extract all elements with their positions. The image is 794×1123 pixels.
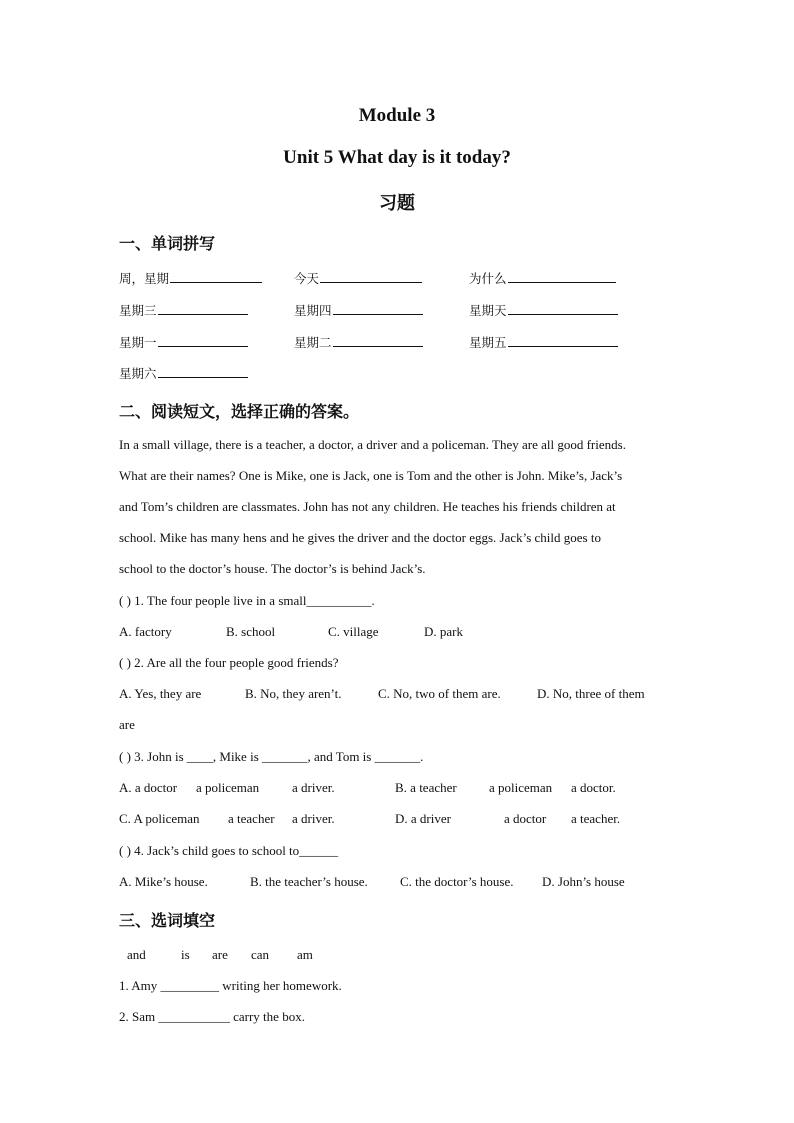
exercise-subtitle: 习题	[379, 193, 415, 214]
section3-heading: 三、选词填空	[119, 911, 216, 930]
vocab-item	[294, 301, 423, 319]
fill-item-1: 1. Amy _________ writing her homework.	[119, 978, 342, 993]
section2-heading: 二、阅读短文，选择正确的答案。	[119, 402, 360, 421]
vocab-item	[119, 364, 248, 382]
vocab-label: 为什么	[469, 271, 507, 286]
vocab-item	[119, 269, 262, 287]
answer-blank[interactable]	[333, 302, 423, 315]
vocab-item	[469, 269, 616, 287]
q1-option-b[interactable]: B. school	[226, 624, 276, 639]
answer-blank[interactable]	[320, 270, 422, 283]
q3-option-d-part: a doctor	[504, 811, 547, 826]
q3-option-a-part: a policeman	[196, 780, 260, 795]
q2-option-d-wrap: are	[119, 717, 135, 732]
q1-option-d[interactable]: D. park	[424, 624, 463, 639]
q4-option-d[interactable]: D. John’s house	[542, 874, 625, 889]
word-bank-item: can	[251, 947, 270, 962]
vocab-item	[119, 301, 248, 319]
module-title: Module 3	[358, 105, 436, 126]
answer-blank[interactable]	[158, 334, 248, 347]
vocab-label: 星期天	[469, 303, 507, 318]
vocab-label: 星期六	[119, 366, 157, 381]
passage-line: school to the doctor’s house. The doctor’s is behind Jack’s.	[119, 561, 426, 576]
q3-option-c[interactable]: C. A policeman	[119, 811, 200, 826]
passage-line: What are their names? One is Mike, one is Jack, one is Tom and the other is John. Mike’s, Jack’s	[119, 468, 623, 483]
q4-option-a[interactable]: A. Mike’s house.	[119, 874, 208, 889]
q3-option-a[interactable]: A. a doctor	[119, 780, 178, 795]
vocab-label: 星期三	[119, 303, 157, 318]
q2-option-d[interactable]: D. No, three of them	[537, 686, 645, 701]
vocab-label: 周，星期	[119, 271, 170, 286]
q4-option-c[interactable]: C. the doctor’s house.	[400, 874, 514, 889]
vocab-item	[294, 269, 422, 287]
q1-option-c[interactable]: C. village	[328, 624, 379, 639]
vocab-label: 星期五	[469, 335, 507, 350]
q3-option-b-part: a doctor.	[571, 780, 616, 795]
word-bank-item: is	[181, 947, 190, 962]
vocab-item	[469, 333, 618, 351]
q3-option-c-part: a driver.	[292, 811, 335, 826]
vocab-item	[119, 333, 248, 351]
fill-item-2: 2. Sam ___________ carry the box.	[119, 1009, 305, 1024]
word-bank-item: are	[212, 947, 228, 962]
q2-option-c[interactable]: C. No, two of them are.	[378, 686, 501, 701]
unit-title: Unit 5 What day is it today?	[283, 147, 511, 168]
answer-blank[interactable]	[333, 334, 423, 347]
question-3: ( ) 3. John is ____, Mike is _______, and Tom is _______.	[119, 749, 424, 764]
answer-blank[interactable]	[158, 302, 248, 315]
answer-blank[interactable]	[158, 365, 248, 378]
q3-option-d[interactable]: D. a driver	[395, 811, 451, 826]
vocab-label: 星期二	[294, 335, 332, 350]
question-1: ( ) 1. The four people live in a small__________.	[119, 593, 375, 608]
q3-option-a-part: a driver.	[292, 780, 335, 795]
word-bank-item: am	[297, 947, 313, 962]
vocab-label: 星期一	[119, 335, 157, 350]
vocab-label: 星期四	[294, 303, 332, 318]
q3-option-b-part: a policeman	[489, 780, 553, 795]
q2-option-a[interactable]: A. Yes, they are	[119, 686, 202, 701]
answer-blank[interactable]	[508, 334, 618, 347]
q4-option-b[interactable]: B. the teacher’s house.	[250, 874, 368, 889]
passage-line: school. Mike has many hens and he gives the driver and the doctor eggs. Jack’s child goes to	[119, 530, 601, 545]
question-2: ( ) 2. Are all the four people good friends?	[119, 655, 339, 670]
vocab-label: 今天	[294, 271, 320, 286]
q3-option-d-part: a teacher.	[571, 811, 621, 826]
word-bank-item: and	[127, 947, 146, 962]
answer-blank[interactable]	[508, 270, 616, 283]
passage-line: and Tom’s children are classmates. John has not any children. He teaches his friends children at	[119, 499, 616, 514]
q2-option-b[interactable]: B. No, they aren’t.	[245, 686, 342, 701]
q1-option-a[interactable]: A. factory	[119, 624, 172, 639]
q3-option-b[interactable]: B. a teacher	[395, 780, 457, 795]
answer-blank[interactable]	[508, 302, 618, 315]
q3-option-c-part: a teacher	[228, 811, 275, 826]
section1-heading: 一、单词拼写	[119, 234, 216, 253]
answer-blank[interactable]	[170, 270, 262, 283]
question-4: ( ) 4. Jack’s child goes to school to______	[119, 843, 339, 858]
passage-line: In a small village, there is a teacher, a doctor, a driver and a policeman. They are all good friends.	[119, 437, 626, 452]
vocab-item	[469, 301, 618, 319]
vocab-item	[294, 333, 423, 351]
